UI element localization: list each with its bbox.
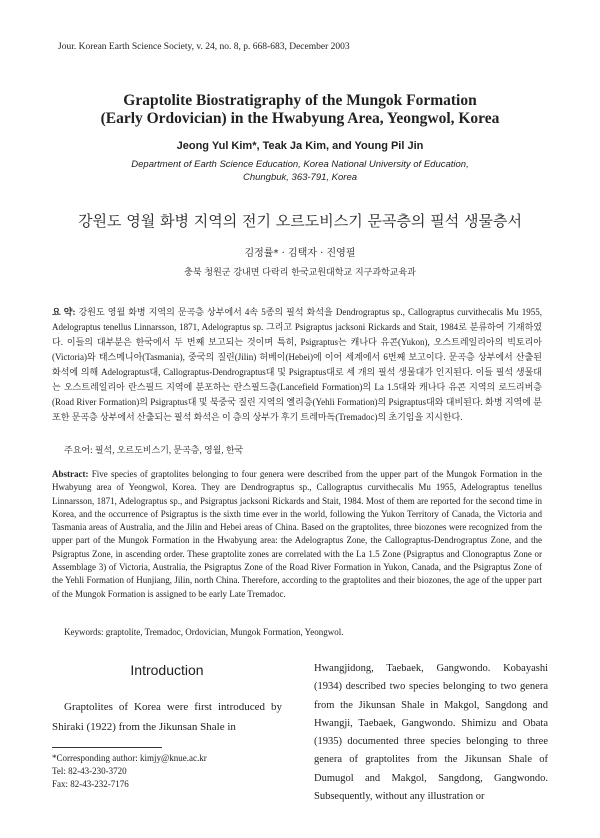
keywords-en: Keywords: graptolite, Tremadoc, Ordovician, Mungok Formation, Yeongwol.: [64, 627, 344, 637]
abstract-en-text: Five species of graptolites belonging to four genera were described from the upper part of the Mungok Formation in the Hwabyung area of Yeongwol, Korea. They are Dendrograptus sp., Callograptus curvithecalis Mu 1955, Adelograptus tenellus Linnarsson, 1871, Adelograptus sp., and Psigraptus jacksoni Rickards and Stait, 1984. Most of them are reported for the second time in Korea, and the occurrence of Psigraptus is the sixth time ever in the world, following the Yukon Territory of Canada, the Victoria and Tasmania areas of Australia, and the Jilin and Hebei areas of China. Based on the graptolites, three biozones were recognized from the upper part of the Mungok Formation in the Hwabyung area: the Adelograptus Zone, the Callograptus-Dendrograptus Zone, and the Psigraptus Zone, in ascending order. These graptolite zones are correlated with the La 1.5 Zone (Psigraptus and Clonograptus Zone or Assemblage 3) of Victoria, Australia, the Psigraptus Zone of the Road River Formation in Yukon, Canada, and the Psigraptus Zone of the Yehli Formation of Hunjiang, Jilin, north China. Therefore, according to the graptolites and their biozones, the age of the upper part of the Mungok Formation is assigned to be early Late Tremadoc.: [52, 469, 542, 599]
abstract-ko-text: 강원도 영월 화병 지역의 문곡층 상부에서 4속 5종의 필석 화석을 Dendrograptus sp., Callograptus curvithecalis Mu 1955, Adelograptus tenellus Linnarsson, 1871, Adelograptus sp. 그리고 Psigraptus jacksoni Rickards and Stait, 1984로 분류하여 기재하였다. 이들의 대부분은 한국에서 두 번째 보고되는 것이며 특히, Psigraptus는 캐나다 유콘(Yukon), 오스트레일리아의 빅토리아(Victoria)와 태스메니아(Tasmania), 중국의 질린(Jilin) 허베이(Hebei)에 이어 세계에서 6번째 보고이다. 문곡층 상부에서 산출된 화석에 의해 Adelograptus대, Callograptus-Dendrograptus대 및 Psigraptus대로 세 개의 필석 생물대가 인지된다. 이들 필석 생물대는 오스트레일리아 란스필드 지역에 분포하는 란스필드층(Lancefield Formation)의 La 1.5대와 캐나다 유콘 지역의 로드리버층 (Road River Formation)의 Psigraptus대 및 북중국 질린 지역의 옐리층(Yehli Formation)의 Psigraptus대와 대비된다. 화병 지역에 분포한 문곡층 상부에서 산출되는 필석 화석은 이 층의 상부가 후기 트레마독(Tremadoc)의 초기임을 지시한다.: [52, 307, 542, 422]
affiliation-line-1: Department of Earth Science Education, Korea National University of Education,: [131, 159, 469, 170]
affiliation-ko: 충북 청원군 강내면 다락리 한국교원대학교 지구과학교육과: [184, 268, 416, 278]
keywords-ko: 주요어: 필석, 오르도비스기, 문곡층, 영월, 한국: [64, 445, 244, 455]
paper-title-ko: 강원도 영월 화병 지역의 전기 오르도비스기 문곡층의 필석 생물층서: [78, 212, 522, 230]
introduction-left-column: Graptolites of Korea were first introduced by Shiraki (1922) from the Jikunsan Shale in: [52, 701, 282, 733]
corresponding-author: *Corresponding author: kimjy@knue.ac.kr: [52, 753, 207, 763]
abstract-en-label: Abstract:: [52, 469, 89, 479]
introduction-right-column: Hwangjidong, Taebaek, Gangwondo. Kobayashi (1934) described two species belonging to two genera from the Jikunsan Shale in Makgol, Sangdong and Hwangji, Taebaek, Gangwondo. Shimizu and Obata (1935) documented three species belonging to three genera of graptolites from the Jikunsan Shale of Dumugol and Makgol, Sangdong, Gangwondo. Subsequently, without any illustration or: [314, 663, 548, 803]
affiliation-line-2: Chungbuk, 363-791, Korea: [242, 172, 358, 183]
abstract-ko-label: 요 약:: [52, 307, 76, 317]
telephone: Tel: 82-43-230-3720: [52, 766, 127, 776]
title-line-1: Graptolite Biostratigraphy of the Mungok Formation: [123, 92, 477, 109]
footnote: [52, 752, 292, 791]
abstract-en: [52, 468, 542, 601]
paper-title-en: [70, 92, 530, 128]
authors-en: Jeong Yul Kim*, Teak Ja Kim, and Young Pil Jin: [176, 140, 424, 152]
journal-citation: Jour. Korean Earth Science Society, v. 24, no. 8, p. 668-683, December 2003: [58, 42, 350, 52]
fax: Fax: 82-43-232-7176: [52, 779, 129, 789]
authors-ko: 김정률* · 김택자 · 진영필: [244, 248, 356, 259]
title-line-2: (Early Ordovician) in the Hwabyung Area, Yeongwol, Korea: [100, 110, 500, 127]
affiliation-en: [70, 158, 530, 184]
abstract-ko: [52, 305, 542, 425]
footnote-divider: [52, 747, 162, 748]
introduction-heading: Introduction: [130, 662, 204, 678]
